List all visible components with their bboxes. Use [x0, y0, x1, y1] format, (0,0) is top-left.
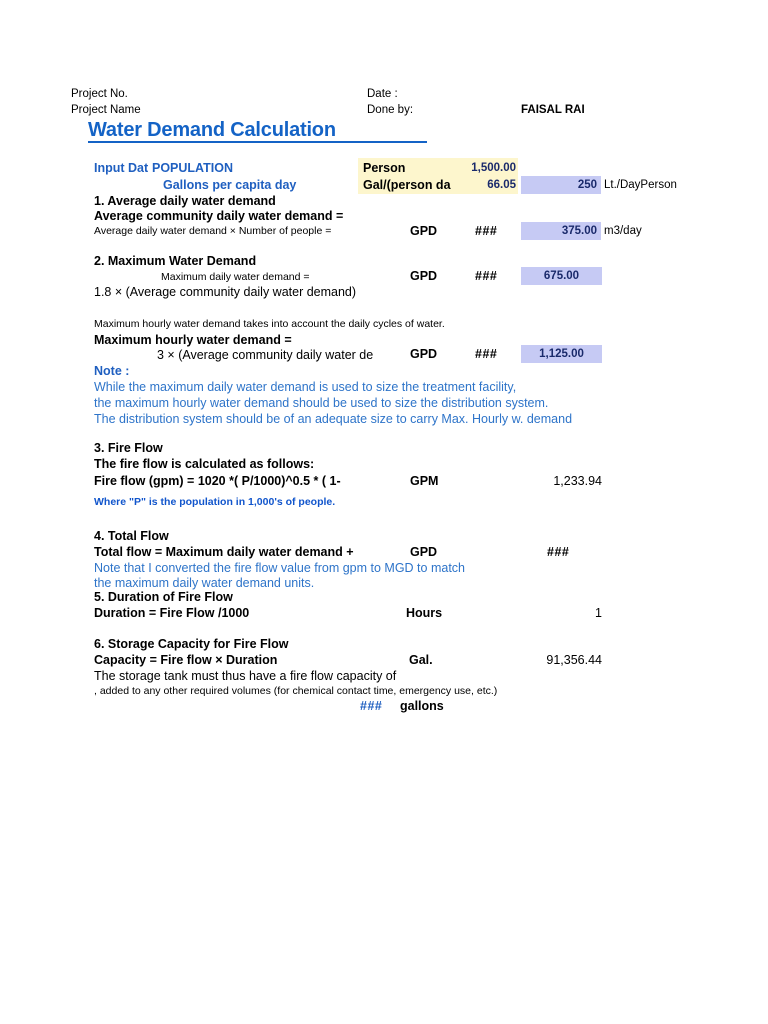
section6-unit: Gal.: [409, 653, 433, 667]
section3-formula: Fire flow (gpm) = 1020 *( P/1000)^0.5 * ( 1-: [94, 474, 341, 488]
done-by-label: Done by:: [367, 104, 414, 116]
section5-value: 1: [595, 606, 602, 620]
section2-max-daily-value: ###: [475, 269, 498, 283]
section1-unit: GPD: [410, 224, 438, 238]
section1-value: ###: [475, 224, 498, 238]
section2-max-daily-metric[interactable]: 675.00: [543, 270, 580, 282]
section2-hourly-note: Maximum hourly water demand takes into account the daily cycles of water.: [94, 318, 445, 330]
note-line-1: While the maximum daily water demand is used to size the treatment facility,: [94, 380, 517, 394]
gpcd-value[interactable]: 66.05: [487, 179, 516, 191]
note-line-3: The distribution system should be of an adequate size to carry Max. Hourly w. demand: [94, 412, 573, 426]
page-title: Water Demand Calculation: [88, 119, 336, 141]
section6-formula: Capacity = Fire flow × Duration: [94, 653, 278, 667]
section3-heading: 3. Fire Flow: [94, 441, 163, 455]
section5-heading: 5. Duration of Fire Flow: [94, 590, 233, 604]
input-data-label: Input Dat: [94, 161, 149, 175]
section3-subheading: The fire flow is calculated as follows:: [94, 457, 315, 471]
project-no-label: Project No.: [71, 88, 128, 100]
section2-max-hourly-formula: 3 × (Average community daily water de: [157, 348, 374, 362]
section4-formula: Total flow = Maximum daily water demand +: [94, 545, 354, 559]
section2-max-daily-unit: GPD: [410, 269, 438, 283]
gpcd-metric-unit: Lt./DayPerson: [604, 179, 677, 191]
section5-unit: Hours: [406, 606, 443, 620]
section6-heading: 6. Storage Capacity for Fire Flow: [94, 637, 289, 651]
gpcd-unit: Gal/(person da: [363, 178, 451, 192]
section4-heading: 4. Total Flow: [94, 529, 169, 543]
note-title: Note :: [94, 364, 130, 378]
section1-metric-unit: m3/day: [604, 225, 642, 237]
section2-heading: 2. Maximum Water Demand: [94, 254, 257, 268]
project-name-label: Project Name: [71, 104, 141, 116]
note-line-2: the maximum hourly water demand should be used to size the distribution system.: [94, 396, 549, 410]
section1-metric-value[interactable]: 375.00: [561, 225, 597, 237]
population-value[interactable]: 1,500.00: [471, 162, 516, 174]
section4-note-1: Note that I converted the fire flow value from gpm to MGD to match: [94, 561, 465, 575]
section6-value: 91,356.44: [546, 653, 602, 667]
section1-heading: 1. Average daily water demand: [94, 194, 276, 208]
section6-note-2: , added to any other required volumes (for chemical contact time, emergency use, etc.): [94, 685, 498, 697]
section3-unit: GPM: [410, 474, 439, 488]
date-label: Date :: [367, 88, 398, 100]
section6-note-1: The storage tank must thus have a fire flow capacity of: [94, 669, 397, 683]
section2-max-hourly-label: Maximum hourly water demand =: [94, 333, 292, 347]
section2-max-hourly-unit: GPD: [410, 347, 438, 361]
section2-max-daily-formula: 1.8 × (Average community daily water demand): [94, 285, 357, 299]
gpcd-metric-value[interactable]: 250: [577, 179, 597, 191]
section2-max-daily-label: Maximum daily water demand =: [161, 271, 310, 283]
section4-value: ###: [547, 545, 570, 559]
section2-max-hourly-metric[interactable]: 1,125.00: [539, 348, 584, 360]
section3-footnote: Where "P" is the population in 1,000's of people.: [94, 496, 336, 508]
section4-unit: GPD: [410, 545, 438, 559]
section6-total-unit: gallons: [400, 699, 444, 713]
section2-max-hourly-value: ###: [475, 347, 498, 361]
gpcd-label: Gallons per capita day: [163, 178, 297, 192]
section4-note-2: the maximum daily water demand units.: [94, 576, 315, 590]
section3-value: 1,233.94: [553, 474, 602, 488]
population-label: POPULATION: [152, 161, 234, 175]
section1-formula: Average daily water demand × Number of people =: [94, 225, 332, 237]
section6-total-value: ###: [360, 699, 383, 713]
section1-subheading: Average community daily water demand =: [94, 209, 344, 223]
title-underline: [88, 141, 427, 143]
done-by-value: FAISAL RAI: [521, 104, 585, 116]
section5-formula: Duration = Fire Flow /1000: [94, 606, 250, 620]
population-unit: Person: [363, 161, 406, 175]
